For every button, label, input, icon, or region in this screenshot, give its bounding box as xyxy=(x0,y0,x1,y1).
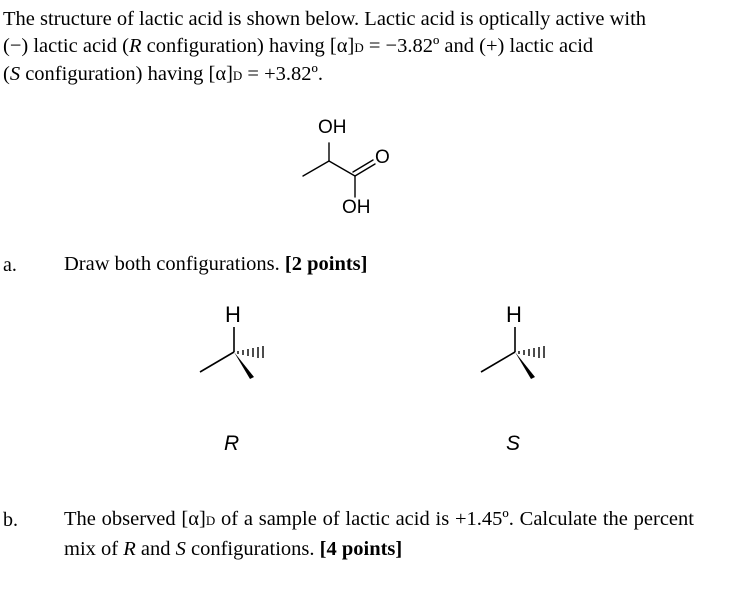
r-configuration-label: R xyxy=(224,432,240,455)
carbonyl-bond-2 xyxy=(353,160,373,172)
question-b-body: of a sample of lactic acid is +1.45º. Calculate the percent mix of xyxy=(64,508,694,560)
c-c-bond xyxy=(329,161,355,176)
subscript-d: D xyxy=(232,68,243,83)
lactic-acid-skeleton xyxy=(303,143,375,197)
question-b-body: configurations. xyxy=(185,538,315,560)
hash-bond xyxy=(238,346,263,358)
question-a-points: [2 points] xyxy=(284,253,368,275)
question-b-points: [4 points] xyxy=(319,538,403,560)
r-italic: R xyxy=(123,538,136,560)
intro-line-1: The structure of lactic acid is shown below. Lactic acid is optically active with xyxy=(3,8,647,30)
methyl-bond xyxy=(303,161,329,176)
r-italic: R xyxy=(128,35,142,57)
r-hydrogen-label: H xyxy=(225,302,241,327)
hydroxyl-label-top: OH xyxy=(318,117,347,138)
subscript-d: D xyxy=(205,513,216,528)
intro-text: configuration) having [α] xyxy=(141,35,355,57)
question-b-label: b. xyxy=(3,509,18,531)
intro-text: = −3.82º and (+) lactic acid xyxy=(363,35,594,57)
s-hydrogen-label: H xyxy=(506,302,522,327)
hydroxyl-label-bottom: OH xyxy=(342,197,371,218)
s-configuration-label: S xyxy=(506,432,521,455)
hash-bond xyxy=(519,346,544,358)
subscript-d: D xyxy=(354,40,364,55)
question-a-text xyxy=(64,250,368,278)
question-b-text xyxy=(64,505,694,563)
wedge-bond xyxy=(515,352,535,379)
intro-text: ( xyxy=(3,63,10,85)
wedge-bond xyxy=(234,352,254,379)
intro-text: = +3.82º. xyxy=(242,63,324,85)
question-a-label: a. xyxy=(3,254,17,276)
s-italic: S xyxy=(9,63,21,85)
question-b-body: The observed [α] xyxy=(64,508,206,530)
question-b-body: and xyxy=(135,538,176,560)
r-stereocenter xyxy=(200,327,263,379)
carbonyl-oxygen-label: O xyxy=(375,147,390,168)
intro-text: (−) lactic acid ( xyxy=(3,35,129,57)
plain-bond xyxy=(481,352,515,372)
s-stereocenter xyxy=(481,327,544,379)
question-a-body: Draw both configurations. xyxy=(64,253,280,275)
intro-text: configuration) having [α] xyxy=(20,63,233,85)
carbonyl-bond-1 xyxy=(355,164,375,176)
s-italic: S xyxy=(175,538,186,560)
plain-bond xyxy=(200,352,234,372)
